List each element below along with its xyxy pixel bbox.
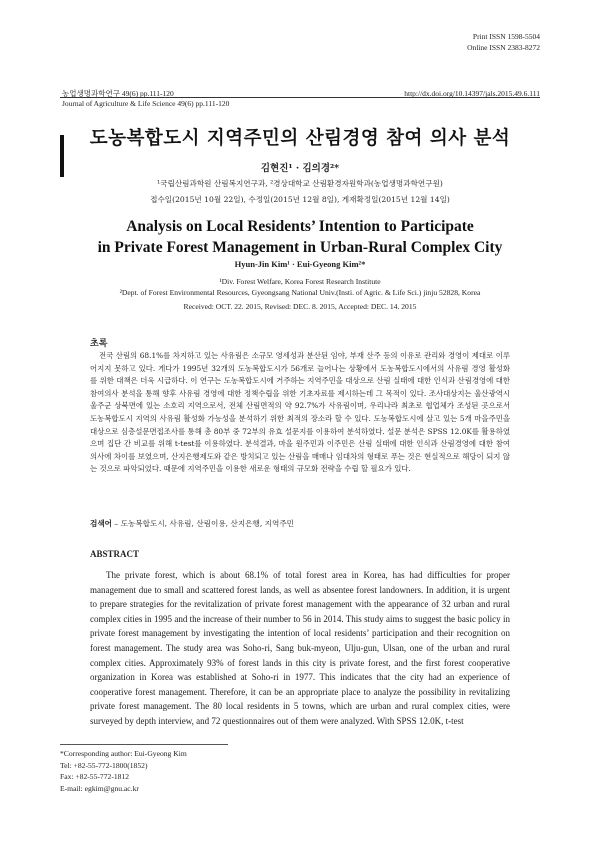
doi-link[interactable]: http://dx.doi.org/10.14397/jals.2015.49.6.111	[404, 89, 540, 98]
korean-received-dates: 접수일(2015년 10월 22일), 수정일(2015년 12월 8일), 게재확정일(2015년 12월 14일)	[150, 195, 450, 204]
fax: Fax: +82-55-772-1812	[60, 772, 130, 781]
print-issn: Print ISSN 1598-5504	[472, 32, 540, 41]
footnote-divider	[60, 744, 228, 745]
footnote	[60, 748, 187, 794]
english-affiliations	[60, 276, 540, 298]
korean-abstract-heading: 초록	[90, 339, 108, 349]
journal-name-en: Journal of Agriculture & Life Science 49(6) pp.111-120	[62, 99, 230, 108]
english-affiliation-2: ²Dept. of Forest Environmental Resources, Gyeongsang National Univ.(Insti. of Agric. & Life Sci.) jinju 52828, Korea	[119, 288, 481, 297]
english-received-dates: Received: OCT. 22. 2015, Revised: DEC. 8. 2015, Accepted: DEC. 14. 2015	[183, 302, 417, 311]
journal-name-kr: 농업생명과학연구 49(6) pp.111-120	[62, 89, 174, 98]
english-title-line-2: in Private Forest Management in Urban-Rural Complex City	[97, 239, 503, 256]
english-abstract-body: The private forest, which is about 68.1% of total forest area in Korea, has had difficulties for proper management due to small and scattered forest lands, as well as absentee forest landowners. In addition, it is urgent to prepare strategies for the revitalization of private forest management with the appearance of 32 urban and rural complex cities in 1995 and the increase of their number to 56 in 2014. This study aims to suggest the basic policy in private forest management by investigating the intention of local residents’ participation and their recognition on forest management. The study area was Soho-ri, Sang buk-myeon, Ulju-gun, Ulsan, one of the urban and rural complex cities. Approximately 93% of forest lands in this city is private forest, and the first forest cooperative organization in Korea was established at Soho-ri in 1977. This indicates that the city had an experience of cooperative forest management. Therefore, it can be an appropriate place to analyze the possibility in revitalizing private forest management. The 80 local residents in 5 towns, which are urban and rural complex cities, were surveyed by depth interview, and 72 questionnaires out of them were analyzed. With SPSS 12.0K, t-test	[90, 570, 510, 726]
keywords-label: 검색어	[90, 519, 113, 528]
telephone: Tel: +82-55-772-1800(1852)	[60, 760, 148, 770]
korean-authors: 김현진¹ · 김의경²*	[260, 163, 340, 174]
korean-keywords	[90, 518, 510, 529]
email[interactable]: E-mail: egkim@gnu.ac.kr	[60, 783, 139, 793]
running-header	[62, 89, 229, 109]
header-divider	[60, 97, 540, 98]
english-title-line-1: Analysis on Local Residents’ Intention to Participate	[126, 218, 474, 235]
issn-block	[467, 31, 540, 53]
online-issn: Online ISSN 2383-8272	[467, 43, 540, 52]
english-affiliation-1: ¹Div. Forest Welfare, Korea Forest Research Institute	[219, 277, 381, 286]
korean-affiliations: ¹국립산림과학원 산림복지연구과, ²경상대학교 산림환경자원학과(농업생명과학연구원)	[157, 179, 443, 188]
korean-abstract-body: 전국 산림의 68.1%를 차지하고 있는 사유림은 소규모 영세성과 분산된 임야, 부재 산주 등의 이유로 관리와 경영이 제대로 이루어지지 못하고 있다. 게다가 1995년 32개의 도농복합도시가 56개로 늘어나는 상황에서 도농복합도시에서의 사유림 경영 활성화를 위한 대책은 더욱 시급하다. 이 연구는 도농복합도시에 거주하는 지역주민을 대상으로 산림 실태에 대한 인식과 산림경영에 대한 참여의사 분석을 통해 향후 사유림 경영에 대한 정책수립을 위한 기초자료를 제시하는데 그 목적이 있다. 조사대상지는 울산광역시 울주군 상북면에 있는 소호리 지역으로서, 전체 산림면적의 약 92.7%가 사유림이며, 우리나라 최초로 협업체가 조성된 곳으로서 도농복합도시 지역의 사유림 활성화 가능성을 분석하기 위한 최적의 장소라 할 수 있다. 도농복합도시에 살고 있는 5개 마을주민을 대상으로 심층설문면접조사를 통해 총 80부 중 72부의 유효 설문지를 이용하여 분석하였다. 설문 분석은 SPSS 12.0K를 활용하였으며 집단 간 비교를 위해 t-test를 이용하였다. 분석결과, 마을 원주민과 이주민은 산림 실태에 대한 인식과 산림경영에 대한 참여의사에 차이를 보였으며, 산지은행제도와 같은 방치되고 있는 산림을 매매나 임대차의 형태로 푸는 것은 현실적으로 해당이 되지 않는 것으로 파악되었다. 때문에 지역주민을 이용한 새로운 형태의 규모화 전략을 수립 할 필요가 있다.	[90, 351, 510, 474]
english-title	[60, 216, 540, 258]
keywords-list: – 도농복합도시, 사유림, 산림이용, 산지은행, 지역주민	[112, 519, 294, 528]
corresponding-author: *Corresponding author: Eui-Gyeong Kim	[60, 749, 187, 758]
korean-title: 도농복합도시 지역주민의 산림경영 참여 의사 분석	[89, 128, 511, 149]
english-authors: Hyun-Jin Kim¹ · Eui-Gyeong Kim²*	[234, 259, 366, 269]
english-abstract-heading: ABSTRACT	[90, 549, 140, 559]
